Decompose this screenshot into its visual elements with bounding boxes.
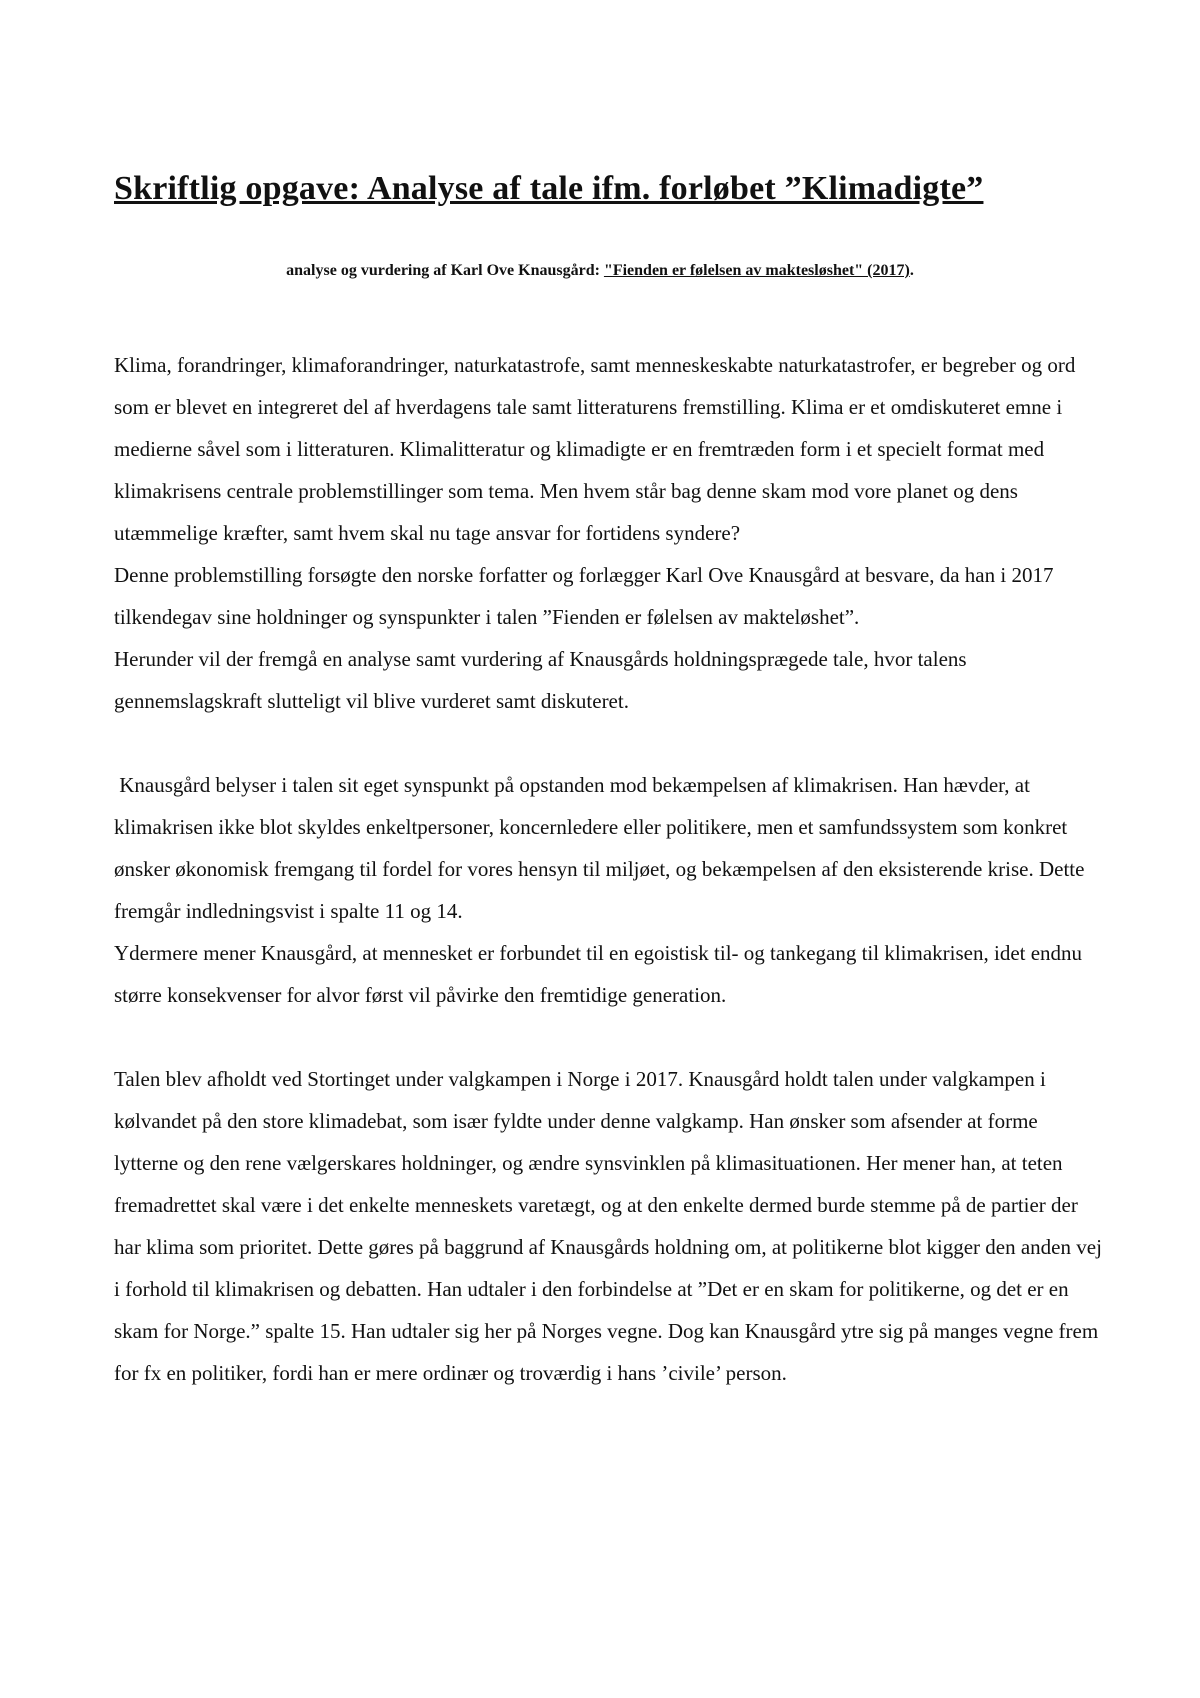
- intro-paragraph-2: Denne problemstilling forsøgte den norske forfatter og forlægger Karl Ove Knausgård at besvare, da han i 2017 tilkendegav sine holdninger og synspunkter i talen ”Fienden er følelsen av makteløshet”.: [114, 563, 1054, 629]
- intro-paragraph-3: Herunder vil der fremgå en analyse samt vurdering af Knausgårds holdningsprægede tale, hvor talens gennemslagskraft slutteligt vil blive vurderet samt diskuteret.: [114, 647, 967, 713]
- subtitle-prefix: analyse og vurdering af Karl Ove Knausgård:: [286, 262, 604, 279]
- section2-paragraph-2: Ydermere mener Knausgård, at mennesket er forbundet til en egoistisk til- og tankegang til klimakrisen, idet endnu større konsekvenser for alvor først vil påvirke den fremtidige generation.: [114, 941, 1083, 1007]
- document-body: [114, 344, 1104, 1394]
- subtitle-suffix: .: [909, 262, 914, 279]
- document-title: Skriftlig opgave: Analyse af tale ifm. forløbet ”Klimadigte”: [114, 170, 984, 207]
- section2-paragraph-1: Knausgård belyser i talen sit eget synspunkt på opstanden mod bekæmpelsen af klimakrisen. Han hævder, at klimakrisen ikke blot skyldes enkeltpersoner, koncernledere eller politikere, men et samfundssystem som konkret ønsker økonomisk fremgang til fordel for vores hensyn til miljøet, og bekæmpelsen af den eksisterende krise. Dette fremgår indledningsvist i spalte 11 og 14.: [114, 773, 1090, 923]
- intro-paragraph-1: Klima, forandringer, klimaforandringer, naturkatastrofe, samt menneskeskabte naturkatastrofer, er begreber og ord som er blevet en integreret del af hverdagens tale samt litteraturens fremstilling. Klima er et omdiskuteret emne i medierne såvel som i litteraturen. Klimalitteratur og klimadigte er en fremtræden form i et specielt format med klimakrisens centrale problemstillinger som tema. Men hvem står bag denne skam mod vore planet og dens utæmmelige kræfter, samt hvem skal nu tage ansvar for fortidens syndere?: [114, 353, 1076, 545]
- subtitle-reference: "Fienden er følelsen av maktesløshet" (2017): [603, 262, 910, 279]
- section3-paragraph-1: Talen blev afholdt ved Stortinget under valgkampen i Norge i 2017. Knausgård holdt talen under valgkampen i kølvandet på den store klimadebat, som især fyldte under denne valgkamp. Han ønsker som afsender at forme lytterne og den rene vælgerskares holdninger, og ændre synsvinklen på klimasituationen. Her mener han, at teten fremadrettet skal være i det enkelte menneskets varetægt, og at den enkelte dermed burde stemme på de partier der har klima som prioritet. Dette gøres på baggrund af Knausgårds holdning om, at politikerne blot kigger den anden vej i forhold til klimakrisen og debatten. Han udtaler i den forbindelse at ”Det er en skam for politikerne, og det er en skam for Norge.” spalte 15. Han udtaler sig her på Norges vegne. Dog kan Knausgård ytre sig på manges vegne frem for fx en politiker, fordi han er mere ordinær og troværdig i hans ’civile’ person.: [114, 1067, 1102, 1385]
- paragraph-spacer: [114, 722, 1104, 764]
- paragraph-spacer: [114, 1016, 1104, 1058]
- document-subtitle: [0, 262, 1200, 280]
